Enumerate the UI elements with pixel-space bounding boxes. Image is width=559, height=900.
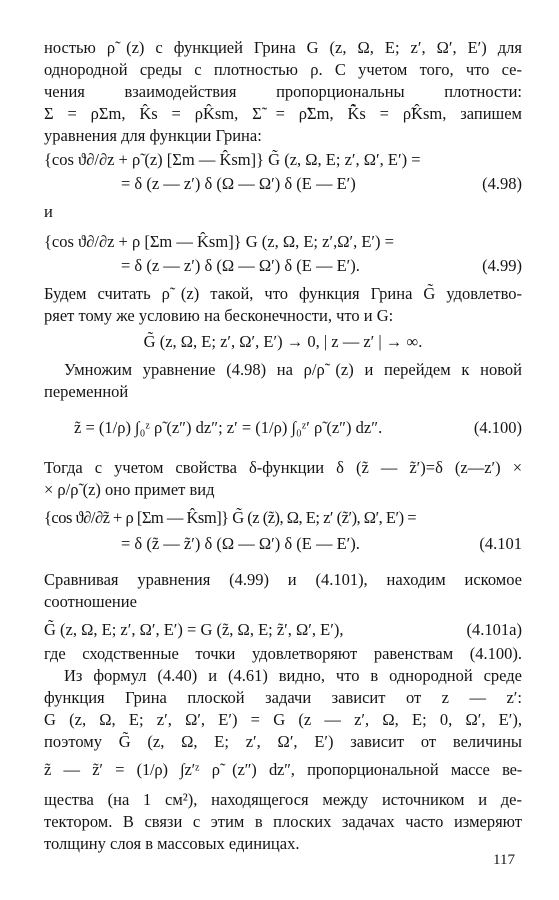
equation-4-99-line-2: = δ (z — z′) δ (Ω — Ω′) δ (E — E′). <box>121 256 360 275</box>
equation-4-99-line-1: {cos ϑ∂/∂z + ρ [Σm — K̂sm]} G (z, Ω, E; z′,Ω′, E′) = <box>44 232 394 251</box>
equation-number: (4.99) <box>482 256 522 275</box>
equation-number: (4.100) <box>473 418 522 437</box>
text-line: где сходственные точки удовлетворяют равенствам (4.100). <box>44 644 522 663</box>
equation-4-101a: G̃ (z, Ω, E; z′, Ω′, E′) = G (z̃, Ω, E; z̃′, Ω′, E′), <box>44 620 344 639</box>
equation-number: (4.101 <box>479 534 522 553</box>
text-line: ностью ρ̃ (z) с функцией Грина G (z, Ω, E; z′, Ω′, E′) для <box>44 38 522 57</box>
text-line: Сравнивая уравнения (4.99) и (4.101), находим искомое <box>44 570 522 589</box>
equation-number: (4.98) <box>482 174 522 193</box>
text-line: G (z, Ω, E; z′, Ω′, E′) = G (z — z′, Ω, E; 0, Ω′, E′), <box>44 710 522 729</box>
equation-4-101-line-2: = δ (z̃ — z̃′) δ (Ω — Ω′) δ (E — E′). <box>121 534 360 553</box>
text-line: тектором. В связи с этим в плоских задачах часто измеряют <box>44 812 522 831</box>
text-line: щества (на 1 см²), находящегося между источником и де- <box>44 790 522 809</box>
text-line: уравнения для функции Грина: <box>44 126 262 145</box>
text-line: соотношение <box>44 592 137 611</box>
text-line: × ρ/ρ̃ (z) оно примет вид <box>44 480 215 499</box>
text-line: Тогда с учетом свойства δ-функции δ (z̃ — z̃′)=δ (z—z′) × <box>44 458 522 477</box>
text-line: Из формул (4.40) и (4.61) видно, что в однородной среде <box>64 666 522 685</box>
text-line: чения взаимодействия пропорциональны плотности: <box>44 82 522 101</box>
equation-4-98-line-1: {cos ϑ∂/∂z + ρ̃ (z) [Σm — K̂sm]} G̃ (z, Ω, E; z′, Ω′, E′) = <box>44 150 421 169</box>
text-line: переменной <box>44 382 129 401</box>
text-line: Будем считать ρ̃ (z) такой, что функция Грина G̃ удовлетво- <box>44 284 522 303</box>
text-line: z̃ — z̃′ = (1/ρ) ∫z′ᶻ ρ̃ (z″) dz″, пропорциональной массе ве- <box>44 760 522 779</box>
equation-4-101-line-1: {cos ϑ∂/∂z̃ + ρ [Σm — K̂sm]} G̃ (z (z̃), Ω, E; z′ (z̃′), Ω′, E′) = <box>44 508 417 527</box>
text-line: толщину слоя в массовых единицах. <box>44 834 300 853</box>
text-line: Умножим уравнение (4.98) на ρ/ρ̃ (z) и перейдем к новой <box>64 360 522 379</box>
equation-4-98-line-2: = δ (z — z′) δ (Ω — Ω′) δ (E — E′) <box>121 174 356 193</box>
text-line: ряет тому же условию на бесконечности, что и G: <box>44 306 394 325</box>
text-line: Σ = ρΣm, K̂s = ρK̂sm, Σ̃ = ρ̃Σm, K̃̂s = ρ̃K̂sm, запишем <box>44 104 522 123</box>
text-line: функция Грина плоской задачи зависит от z — z′: <box>44 688 522 707</box>
page-number: 117 <box>493 852 515 868</box>
text-line: поэтому G̃ (z, Ω, E; z′, Ω′, E′) зависит от величины <box>44 732 522 751</box>
condition-formula: G̃ (z, Ω, E; z′, Ω′, E′) → 0, | z — z′ | → ∞. <box>143 332 423 351</box>
text-line: однородной среды с плотностью ρ. С учетом того, что се- <box>44 60 522 79</box>
equation-number: (4.101а) <box>466 620 522 639</box>
text-line: и <box>44 202 53 221</box>
equation-4-100: z̃ = (1/ρ) ∫₀ᶻ ρ̃ (z″) dz″; z′ = (1/ρ) ∫₀ᶻ′ ρ̃ (z″) dz″. <box>74 418 383 437</box>
